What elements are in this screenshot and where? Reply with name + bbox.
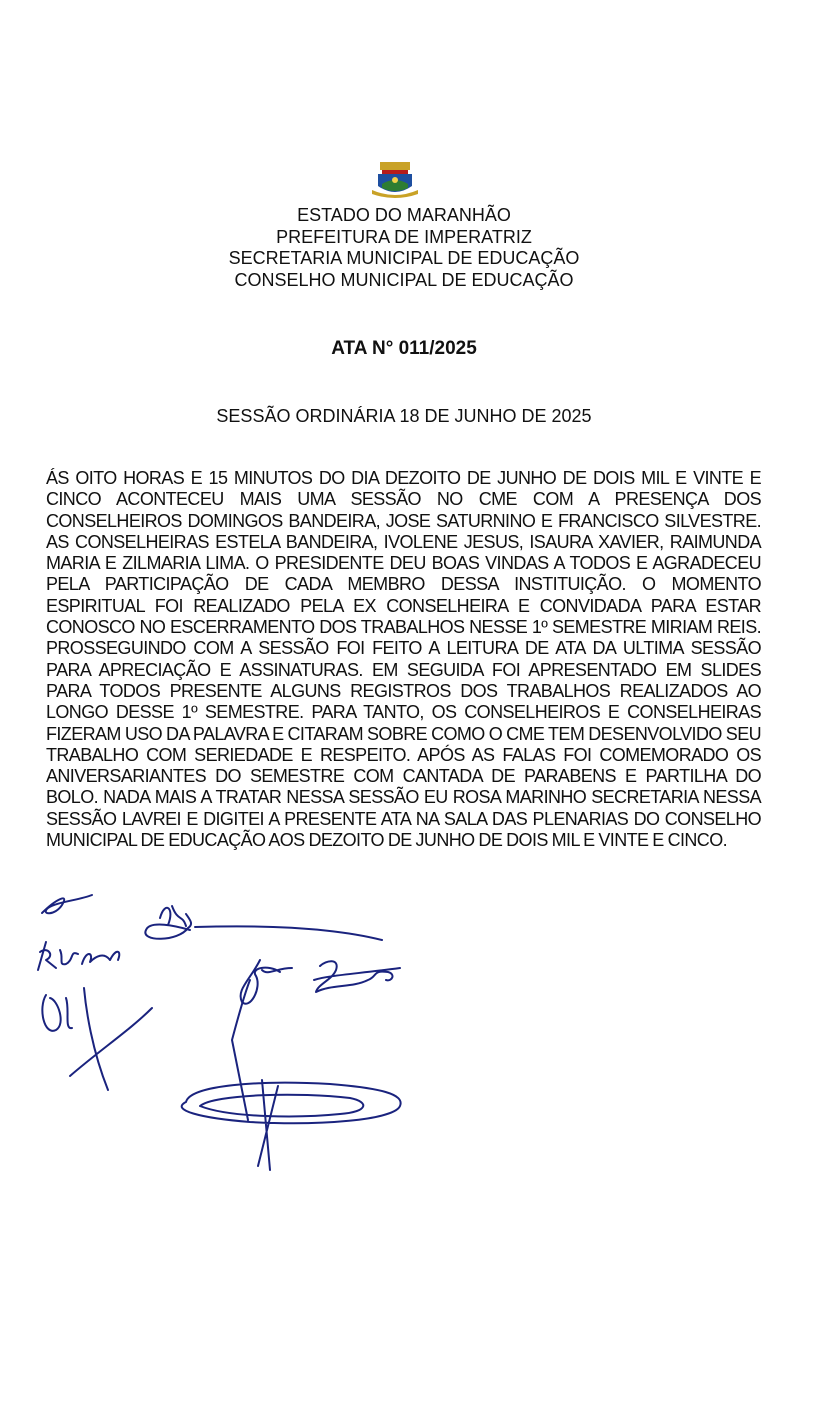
- signatures-area: [0, 880, 828, 1180]
- session-date: SESSÃO ORDINÁRIA 18 DE JUNHO DE 2025: [216, 406, 592, 426]
- header-council: CONSELHO MUNICIPAL DE EDUCAÇÃO: [234, 269, 574, 290]
- signature-2: [38, 942, 119, 970]
- signature-6: [42, 988, 152, 1090]
- signature-5: [314, 961, 400, 992]
- header-state: ESTADO DO MARANHÃO: [297, 205, 511, 225]
- crest-crown: [380, 162, 410, 170]
- signature-7: [182, 980, 401, 1170]
- header-prefecture: PREFEITURA DE IMPERATRIZ: [276, 226, 532, 247]
- minutes-body: ÁS OITO HORAS E 15 MINUTOS DO DIA DEZOITO DE JUNHO DE DOIS MIL E VINTE E CINCO ACONTECEU MAIS UMA SESSÃO NO CME COM A PRESENÇA DOS CONSELHEIROS DOMINGOS BANDEIRA, JOSE SATURNINO E FRANCISCO SILVESTRE. AS CONSELHEIRAS ESTELA BANDEIRA, IVOLENE JESUS, ISAURA XAVIER, RAIMUNDA MARIA E ZILMARIA LIMA. O PRESIDENTE DEU BOAS VINDAS A TODOS E AGRADECEU PELA PARTICIPAÇÃO DE CADA MEMBRO DESSA INSTITUIÇÃO. O MOMENTO ESPIRITUAL FOI REALIZADO PELA EX CONSELHEIRA E CONVIDADA PARA ESTAR CONOSCO NO ESCERRAMENTO DOS TRABALHOS NESSE 1º SEMESTRE MIRIAM REIS. PROSSEGUINDO COM A SESSÃO FOI FEITO A LEITURA DE ATA DA ULTIMA SESSÃO PARA APRECIAÇÃO E ASSINATURAS. EM SEGUIDA FOI APRESENTADO EM SLIDES PARA TODOS PRESENTE ALGUNS REGISTROS DOS TRABALHOS REALIZADOS AO LONGO DESSE 1º SEMESTRE. PARA TANTO, OS CONSELHEIROS E CONSELHEIRAS FIZERAM USO DA PALAVRA E CITARAM SOBRE COMO O CME TEM DESENVOLVIDO SEU TRABALHO COM SERIEDADE E RESPEITO. APÓS AS FALAS FOI COMEMORADO OS ANIVERSARIANTES DO SEMESTRE COM CANTADA DE PARABENS E PARTILHA DO BOLO. NADA MAIS A TRATAR NESSA SESSÃO EU ROSA MARINHO SECRETARIA NESSA SESSÃO LAVREI E DIGITEI A PRESENTE ATA NA SALA DAS PLENARIAS DO CONSELHO MUNICIPAL DE EDUCAÇÃO AOS DEZOITO DE JUNHO DE DOIS MIL E VINTE E CINCO.: [46, 468, 761, 851]
- crest-band: [382, 170, 408, 174]
- signature-1: [42, 895, 92, 913]
- signature-3: [145, 906, 382, 940]
- crest-sun: [392, 177, 398, 183]
- document-header: [0, 205, 808, 291]
- header-secretariat: SECRETARIA MUNICIPAL DE EDUCAÇÃO: [228, 248, 580, 268]
- document-title: ATA N° 011/2025: [331, 338, 477, 359]
- coat-of-arms-emblem: [370, 160, 420, 200]
